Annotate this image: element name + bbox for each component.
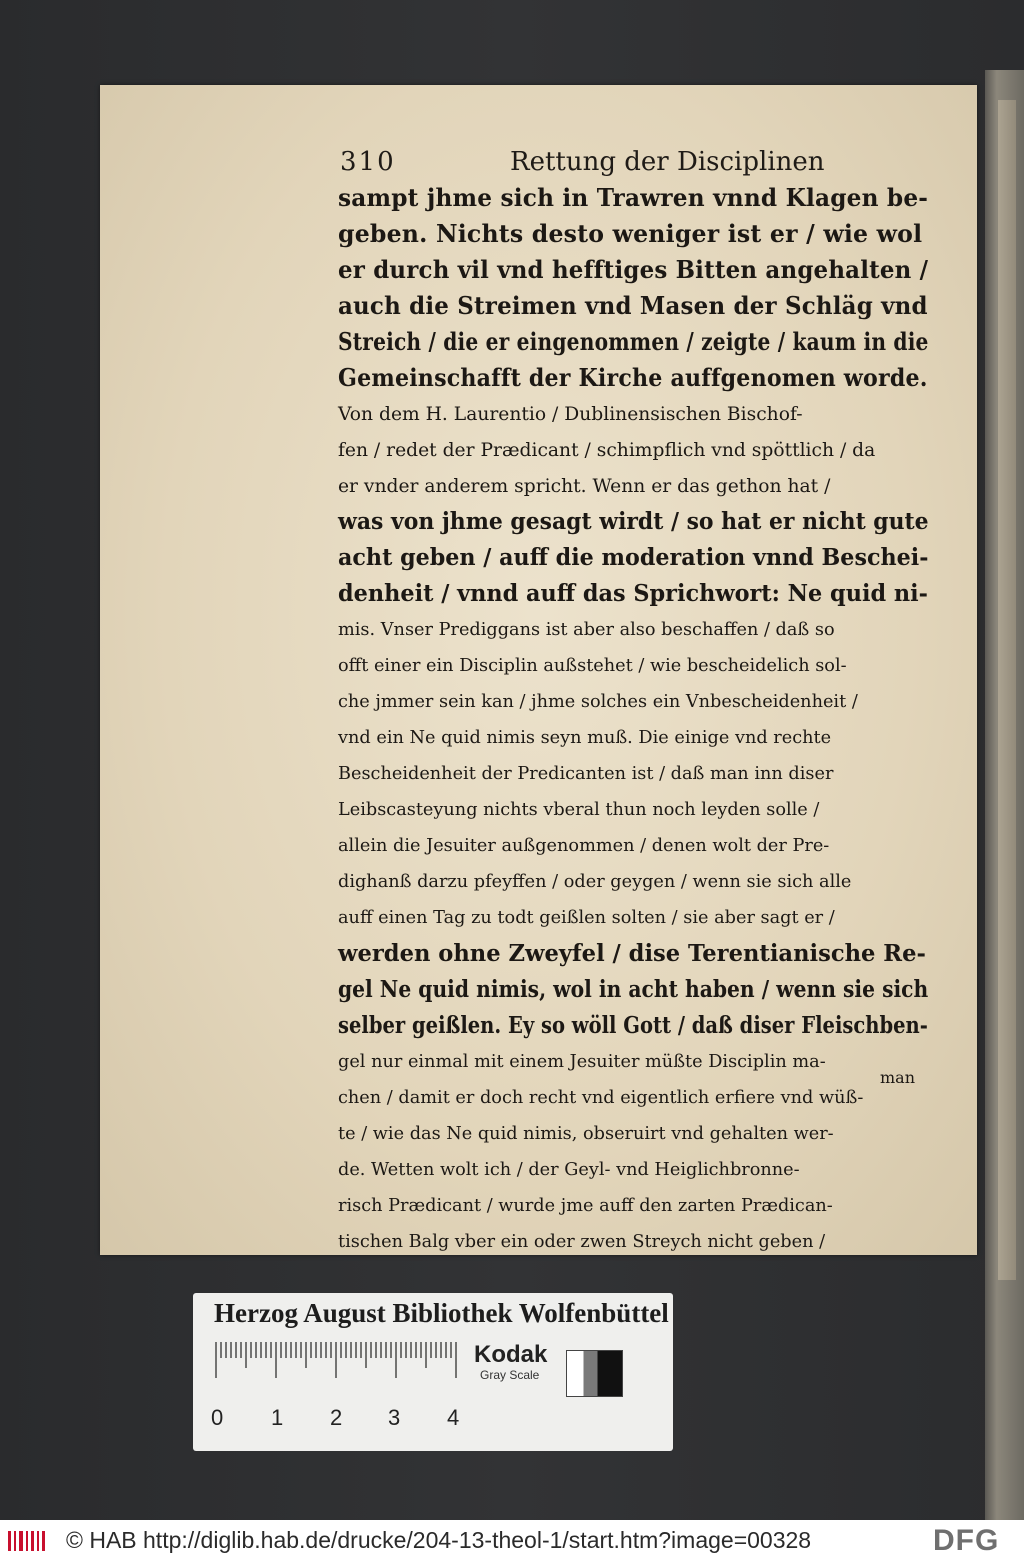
text-line: tischen Balg vber ein oder zwen Streych nicht geben / [338, 1231, 826, 1252]
adjacent-page-strip [998, 100, 1016, 1280]
text-line: Streich / die er eingenommen / zeigte / kaum in die [338, 327, 929, 356]
text-line: fen / redet der Prædicant / schimpflich vnd spöttlich / da [338, 439, 876, 461]
text-line: denheit / vnnd auff das Sprichwort: Ne quid ni- [338, 580, 928, 607]
page-number: 310 [340, 147, 396, 177]
ruler-number: 1 [271, 1405, 284, 1430]
ruler-number: 2 [330, 1405, 343, 1430]
text-line: er durch vil vnd hefftiges Bitten angehalten / [338, 255, 929, 284]
text-line: selber geißlen. Ey so wöll Gott / daß diser Fleischben- [338, 1012, 928, 1039]
catchword: man [880, 1068, 916, 1087]
text-line: Bescheidenheit der Predicanten ist / daß man inn diser [338, 763, 834, 784]
text-line: auch die Streimen vnd Masen der Schläg vnd [338, 291, 928, 320]
text-line: risch Prædicant / wurde jme auff den zarten Prædican- [338, 1195, 833, 1216]
text-line: geben. Nichts desto weniger ist er / wie wol [338, 219, 923, 248]
text-line: acht geben / auff die moderation vnnd Beschei- [338, 544, 929, 571]
running-title: Rettung der Disciplinen [510, 147, 825, 177]
dfg-logo: DFG [933, 1524, 1000, 1557]
ruler-number: 4 [447, 1405, 460, 1430]
footer-credit[interactable]: © HAB http://diglib.hab.de/drucke/204-13-theol-1/start.htm?image=00328 [66, 1527, 812, 1553]
text-line: Von dem H. Laurentio / Dublinensischen Bischof- [338, 403, 803, 425]
text-line: gel nur einmal mit einem Jesuiter müßte Disciplin ma- [338, 1051, 826, 1072]
text-line: allein die Jesuiter außgenommen / denen wolt der Pre- [338, 835, 830, 856]
text-line: offt einer ein Disciplin außstehet / wie bescheidelich sol- [338, 655, 847, 676]
text-line: te / wie das Ne quid nimis, obseruirt vnd gehalten wer- [338, 1123, 834, 1144]
text-line: mis. Vnser Prediggans ist aber also beschaffen / daß so [338, 619, 835, 640]
text-line: Leibscasteyung nichts vberal thun noch leyden solle / [338, 799, 820, 820]
text-line: vnd ein Ne quid nimis seyn muß. Die einige vnd rechte [338, 727, 832, 748]
text-line: gel Ne quid nimis, wol in acht haben / wenn sie sich [338, 976, 929, 1003]
text-line: werden ohne Zweyfel / dise Terentianische Re- [338, 940, 926, 967]
gray-scale-swatch [566, 1350, 623, 1397]
gray-scale-label: Gray Scale [480, 1368, 540, 1382]
ruler-numbers [205, 1405, 475, 1435]
text-line: was von jhme gesagt wirdt / so hat er nicht gute [338, 508, 929, 535]
barcode-icon [6, 1527, 48, 1555]
text-line: er vnder anderem spricht. Wenn er das gethon hat / [338, 475, 831, 497]
ruler-number: 0 [211, 1405, 224, 1430]
text-line: chen / damit er doch recht vnd eigentlich erfiere vnd wüß- [338, 1087, 864, 1108]
kodak-brand: Kodak [474, 1341, 548, 1368]
page-header [340, 147, 920, 183]
text-line: sampt jhme sich in Trawren vnnd Klagen be- [338, 183, 929, 212]
library-name: Herzog August Bibliothek Wolfenbüttel [214, 1298, 669, 1328]
text-line: dighanß darzu pfeyffen / oder geygen / wenn sie sich alle [338, 871, 852, 892]
ruler-number: 3 [388, 1405, 401, 1430]
text-line: de. Wetten wolt ich / der Geyl- vnd Heiglichbronne- [338, 1159, 800, 1180]
text-line: auff einen Tag zu todt geißlen solten / sie aber sagt er / [338, 907, 835, 928]
measurement-ruler [214, 1340, 459, 1378]
text-line: Gemeinschafft der Kirche auffgenomen worde. [338, 363, 928, 392]
body-text [338, 180, 938, 1260]
text-line: che jmmer sein kan / jhme solches ein Vnbescheidenheit / [338, 691, 858, 712]
